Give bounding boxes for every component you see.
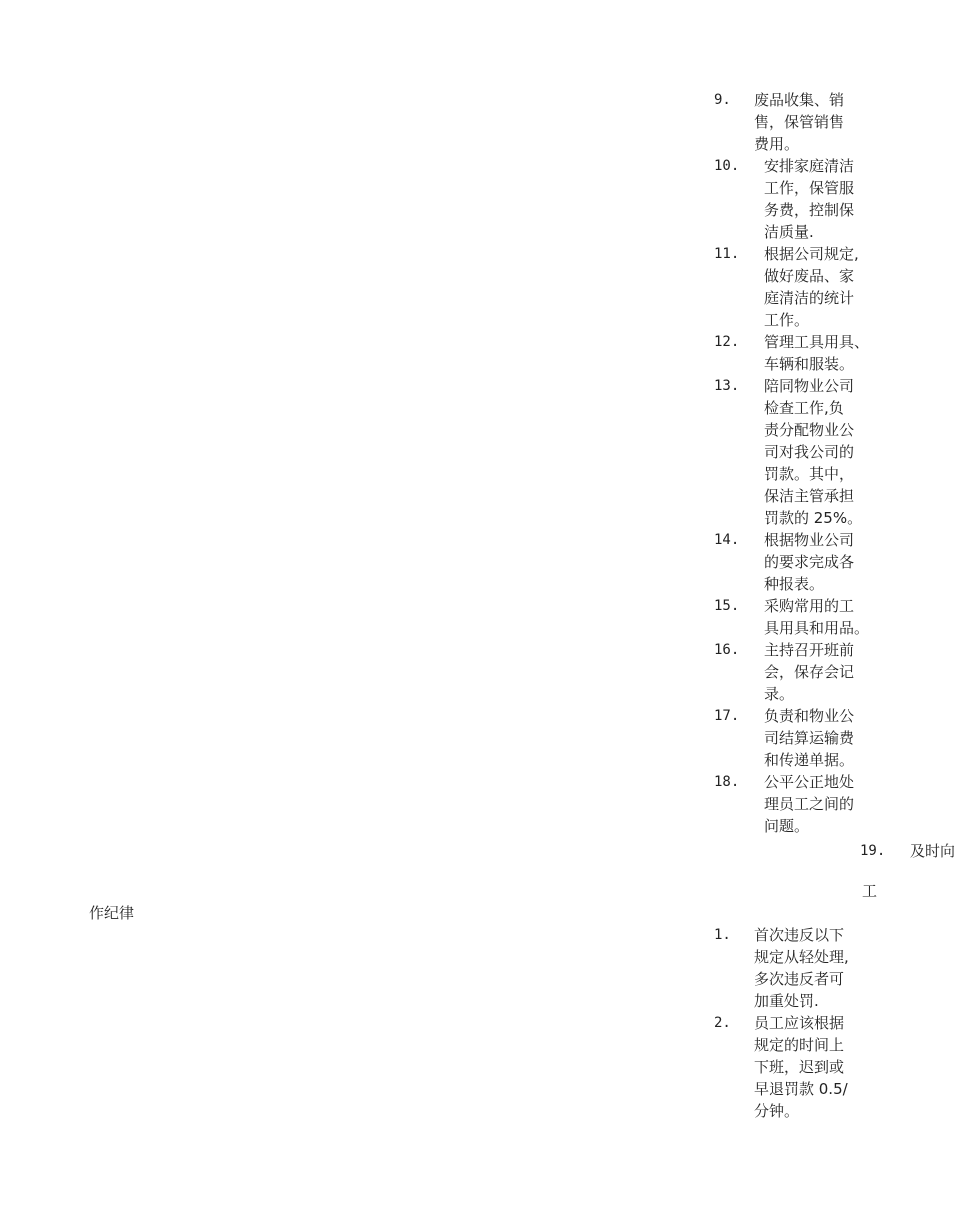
list-item-number: 9. xyxy=(714,92,731,108)
list-item-text-line: 工作。 xyxy=(764,311,810,329)
list-item-text-line: 公平公正地处 xyxy=(764,773,855,791)
list-item-text-line: 首次违反以下 xyxy=(754,926,845,944)
list-item-text-line: 规定从轻处理, xyxy=(754,948,849,966)
list-item-text-line: 下班，迟到或 xyxy=(754,1058,845,1076)
list-item-text-line: 根据物业公司 xyxy=(764,531,855,549)
list-item-text-line: 保洁主管承担 xyxy=(764,487,855,505)
list-item-number: 16. xyxy=(714,642,740,658)
list-item-number: 1. xyxy=(714,927,731,943)
list-item-text-line: 种报表。 xyxy=(764,575,825,593)
list-item-text-line: 检查工作,负 xyxy=(764,399,844,417)
list-item-text-line: 废品收集、销 xyxy=(754,91,845,109)
list-item-text-line: 主持召开班前 xyxy=(764,641,855,659)
list-item-text-line: 司结算运输费 xyxy=(764,729,855,747)
list-item-text-line: 和传递单据。 xyxy=(764,751,855,769)
list-item-number: 2. xyxy=(714,1015,731,1031)
list-item-text-line: 理员工之间的 xyxy=(764,795,855,813)
list-item-number: 15. xyxy=(714,598,740,614)
list-item-number: 13. xyxy=(714,378,740,394)
list-item-text-line: 罚款的 25%。 xyxy=(764,509,863,527)
list-item-text-line: 根据公司规定, xyxy=(764,245,859,263)
list-item-text-line: 会，保存会记 xyxy=(764,663,855,681)
list-item-text-line: 分钟。 xyxy=(754,1102,800,1120)
heading-fragment: 工 xyxy=(862,882,878,900)
list-item-text-line: 管理工具用具、 xyxy=(764,333,870,351)
list-item-text-line: 罚款。其中， xyxy=(764,465,855,483)
list-item-number: 11. xyxy=(714,246,740,262)
list-item-text-line: 负责和物业公 xyxy=(764,707,855,725)
list-item-text-line: 司对我公司的 xyxy=(764,443,855,461)
list-item-text-line: 加重处罚. xyxy=(754,992,819,1010)
list-item-text-line: 采购常用的工 xyxy=(764,597,855,615)
list-item-text-line: 车辆和服装。 xyxy=(764,355,855,373)
list-item-text-line: 陪同物业公司 xyxy=(764,377,855,395)
list-item-text-line: 员工应该根据 xyxy=(754,1014,845,1032)
list-item-text-line: 多次违反者可 xyxy=(754,970,845,988)
list-item-text-line: 的要求完成各 xyxy=(764,553,855,571)
list-item-text-line: 具用具和用品。 xyxy=(764,619,870,637)
list-item-text-line: 务费，控制保 xyxy=(764,201,855,219)
list-item-text-line: 费用。 xyxy=(754,135,800,153)
list-item-text-line: 安排家庭清洁 xyxy=(764,157,855,175)
list-item-text-line: 问题。 xyxy=(764,817,810,835)
list-item-text-line: 早退罚款 0.5/ xyxy=(754,1080,848,1098)
list-item-number: 14. xyxy=(714,532,740,548)
list-item-text-line: 责分配物业公 xyxy=(764,421,855,439)
list-item-text-line: 录。 xyxy=(764,685,795,703)
list-item-text-line: 工作，保管服 xyxy=(764,179,855,197)
list-item-text-line: 做好废品、家 xyxy=(764,267,855,285)
list-item-text-line: 规定的时间上 xyxy=(754,1036,845,1054)
list-item-text-line: 洁质量. xyxy=(764,223,814,241)
list-item-number: 12. xyxy=(714,334,740,350)
list-item-number: 17. xyxy=(714,708,740,724)
list-item-number: 18. xyxy=(714,774,740,790)
list-item-text-line: 庭清洁的统计 xyxy=(764,289,855,307)
list-item-text-line: 售，保管销售 xyxy=(754,113,845,131)
list-item-text-fragment: 及时向 xyxy=(910,842,955,860)
list-item-number: 10. xyxy=(714,158,740,174)
section-heading-discipline: 作纪律 xyxy=(89,904,135,922)
list-item-number: 19. xyxy=(860,843,886,859)
